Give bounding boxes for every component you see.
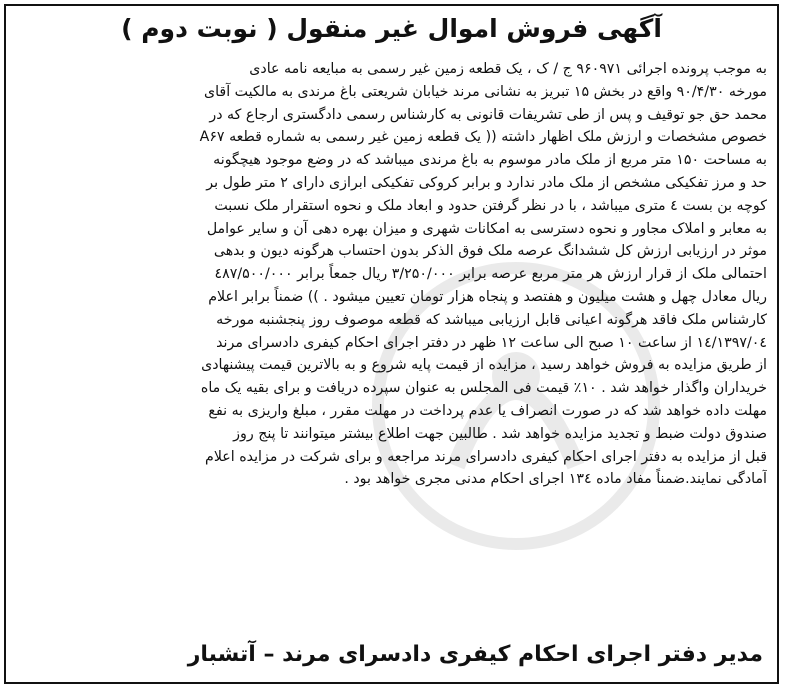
- body-line: خصوص مشخصات و ارزش ملک اظهار داشته (( یک قطعه زمین غیر رسمی به شماره قطعه A۶۷: [199, 129, 767, 146]
- body-line: مهلت داده خواهد شد که در صورت انصراف یا عدم پرداخت در مهلت مقرر ، مبلغ واریزی به نفع: [208, 402, 767, 419]
- body-line: صندوق دولت ضبط و تجدید مزایده خواهد شد . طالبین جهت اطلاع بیشتر میتوانند تا پنج روز: [233, 425, 767, 442]
- body-line: کارشناس ملک فاقد هرگونه اعیانی قابل ارزیابی میباشد که قطعه موصوف روز پنجشنبه مورخه: [216, 311, 767, 328]
- body-line: مورخه ۹۰/۴/۳۰ واقع در بخش ۱۵ تبریز به نشانی مرند خیابان شریعتی باغ مرندی به مالکیت آقای: [204, 83, 767, 100]
- body-line: به مساحت ۱۵۰ متر مربع از ملک مادر موسوم به باغ مرندی میباشد که در وضع موجود هیچگونه: [213, 152, 767, 169]
- body-line: از طریق مزایده به فروش خواهد رسید ، مزایده از قیمت پایه شروع و به بالاترین قیمت پیشنهادی: [201, 357, 767, 374]
- body-line: خریداران واگذار خواهد شد . ۱۰٪ قیمت فی المجلس به عنوان سپرده دریافت و برای بقیه یک ماه: [200, 380, 767, 397]
- body-line: موثر در ارزیابی ارزش کل ششدانگ عرصه ملک فوق الذکر بدون احتساب هرگونه دیون و بدهی: [213, 243, 767, 260]
- body-line: به موجب پرونده اجرائی ۹۶۰۹۷۱ ج / ک ، یک قطعه زمین غیر رسمی به مبایعه نامه عادی: [249, 61, 767, 77]
- body-line: ریال معادل چهل و هشت میلیون و هفتصد و پنجاه هزار تومان تعیین میشود . )) ضمناً برابر اعلام: [208, 288, 767, 305]
- body-line: حد و مرز تفکیکی مشخص از ملک مادر ندارد و برابر کروکی تفکیکی ابرازی دارای ۲ متر طول بر: [206, 174, 767, 191]
- body-line: قبل از مزایده به دفتر اجرای احکام کیفری دادسرای مرند مراجعه و برای شرکت در مزایده اعلام: [205, 448, 767, 465]
- notice-signature: مدیر دفتر اجرای احکام کیفری دادسرای مرند – آتشبار: [187, 642, 763, 667]
- notice-body: [16, 58, 767, 491]
- notice-frame: [4, 4, 779, 684]
- body-line: به معابر و املاک مجاور و نحوه دسترسی به امکانات شهری و میزان بهره دهی آن و سایر عوامل: [206, 220, 767, 237]
- body-line: آمادگی نمایند.ضمناً مفاد ماده ۱۳٤ اجرای احکام مدنی مجری خواهد بود .: [344, 471, 767, 488]
- body-line: کوچه بن بست ٤ متری میباشد ، با در نظر گرفتن حدود و ابعاد ملک و نحوه استقرار ملک نسبت: [214, 197, 767, 214]
- body-line: ۱۳۹۷/۰٤/۱٤ از ساعت ۱۰ صبح الی ساعت ۱۲ ظهر در دفتر اجرای احکام کیفری دادسرای مرند: [216, 334, 767, 351]
- notice-title: آگهی فروش اموال غیر منقول ( نوبت دوم ): [121, 14, 662, 43]
- body-line: محمد حق جو توقیف و پس از طی تشریفات قانونی به کارشناس رسمی دادگستری ارجاع که در: [209, 106, 767, 123]
- body-line: احتمالی ملک از قرار ارزش هر متر مربع عرصه برابر ۳/۲۵۰/۰۰۰ ریال جمعاً برابر ٤۸۷/۵۰۰/۰۰۰: [214, 266, 767, 283]
